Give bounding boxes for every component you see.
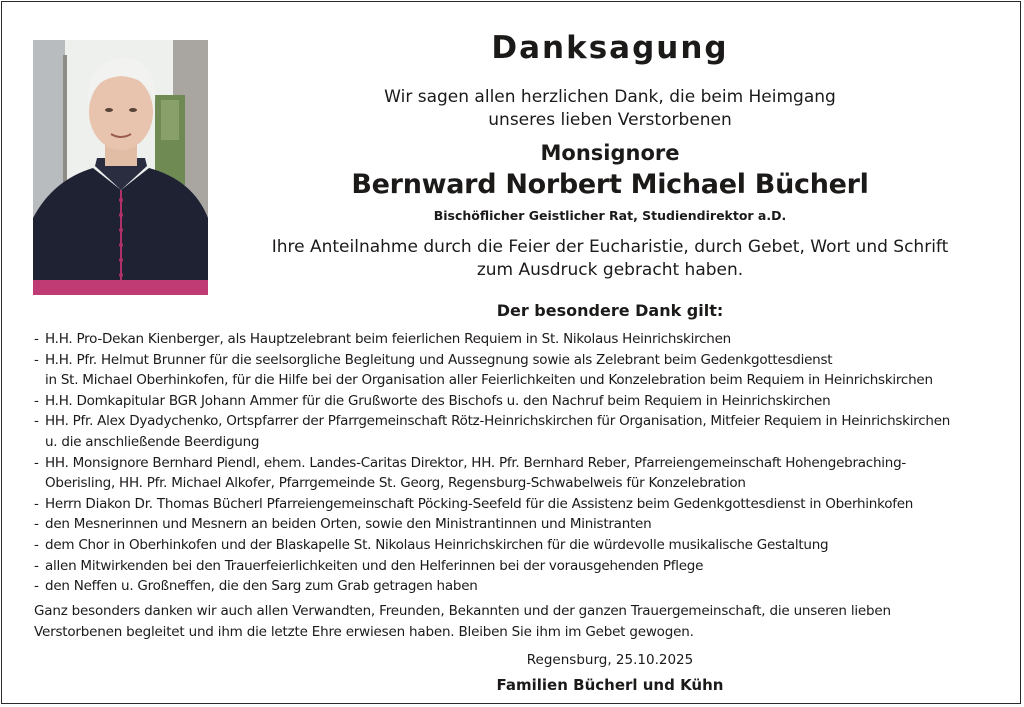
list-item: - Herrn Diakon Dr. Thomas Bücherl Pfarreiengemeinschaft Pöcking-Seefeld für die Assistenz beim Gedenkgottesdienst in Oberhinkofen bbox=[34, 494, 1009, 515]
list-item: - den Neffen u. Großneffen, die den Sarg zum Grab getragen haben bbox=[34, 576, 1009, 597]
list-item: - H.H. Pro-Dekan Kienberger, als Hauptzelebrant beim feierlichen Requiem in St. Nikolaus Heinrichskirchen bbox=[34, 329, 1009, 350]
closing-line: Verstorbenen begleitet und ihm die letzte Ehre erwiesen haben. Bleiben Sie ihm im Gebet gewogen. bbox=[34, 623, 694, 640]
closing-line: Ganz besonders danken wir auch allen Verwandten, Freunden, Bekannten und der ganzen Trauergemeinschaft, die unseren lieben bbox=[34, 603, 891, 619]
participation-line: zum Ausdruck gebracht haben. bbox=[476, 260, 744, 280]
intro-line: Wir sagen allen herzlichen Dank, die beim Heimgang bbox=[384, 87, 836, 107]
list-item: - H.H. Domkapitular BGR Johann Ammer für die Grußworte des Bischofs u. den Nachruf beim Requiem in Heinrichskirchen bbox=[34, 391, 1009, 412]
thanks-list bbox=[34, 329, 1009, 597]
deceased-name: Bernward Norbert Michael Bücherl bbox=[351, 169, 869, 200]
list-item: - HH. Pfr. Alex Dyadychenko, Ortspfarrer der Pfarrgemeinschaft Rötz-Heinrichskirchen für Organisation, Mitfeier Requiem in Heinrichskirchen u. die anschließende Beerdigung bbox=[34, 411, 1009, 452]
closing-paragraph bbox=[34, 601, 994, 642]
notice-title: Danksagung bbox=[491, 30, 729, 66]
deceased-title: Monsignore bbox=[540, 141, 680, 165]
list-item: - den Mesnerinnen und Mesnern an beiden Orten, sowie den Ministrantinnen und Ministranten bbox=[34, 514, 1009, 535]
participation-line: Ihre Anteilnahme durch die Feier der Eucharistie, durch Gebet, Wort und Schrift bbox=[271, 237, 949, 257]
participation-text bbox=[230, 236, 990, 282]
list-item: - dem Chor in Oberhinkofen und der Blaskapelle St. Nikolaus Heinrichskirchen für die würdevolle musikalische Gestaltung bbox=[34, 535, 1009, 556]
deceased-subtitle: Bischöflicher Geistlicher Rat, Studiendirektor a.D. bbox=[433, 208, 787, 223]
intro-line: unseres lieben Verstorbenen bbox=[488, 110, 732, 130]
place-date: Regensburg, 25.10.2025 bbox=[526, 652, 694, 668]
family-signature: Familien Bücherl und Kühn bbox=[496, 676, 724, 694]
list-item: - allen Mitwirkenden bei den Trauerfeierlichkeiten und den Helferinnen bei der vorausgehenden Pflege bbox=[34, 556, 1009, 577]
list-item: - H.H. Pfr. Helmut Brunner für die seelsorgliche Begleitung und Aussegnung sowie als Zelebrant beim Gedenkgottesdienst in St. Michael Oberhinkofen, für die Hilfe bei der Organisation aller Feierlichkeiten und Konzelebration beim Requiem in Heinrichskirchen bbox=[34, 350, 1009, 391]
list-item: - HH. Monsignore Bernhard Piendl, ehem. Landes-Caritas Direktor, HH. Pfr. Bernhard Reber, Pfarreiengemeinschaft Hohengebraching- Oberisling, HH. Pfr. Michael Alkofer, Pfarrgemeinde St. Georg, Regensburg-Schwabelweis für Konzelebration bbox=[34, 453, 1009, 494]
portrait-photo bbox=[33, 40, 208, 295]
intro-text bbox=[230, 86, 990, 132]
thanks-heading: Der besondere Dank gilt: bbox=[496, 301, 724, 320]
